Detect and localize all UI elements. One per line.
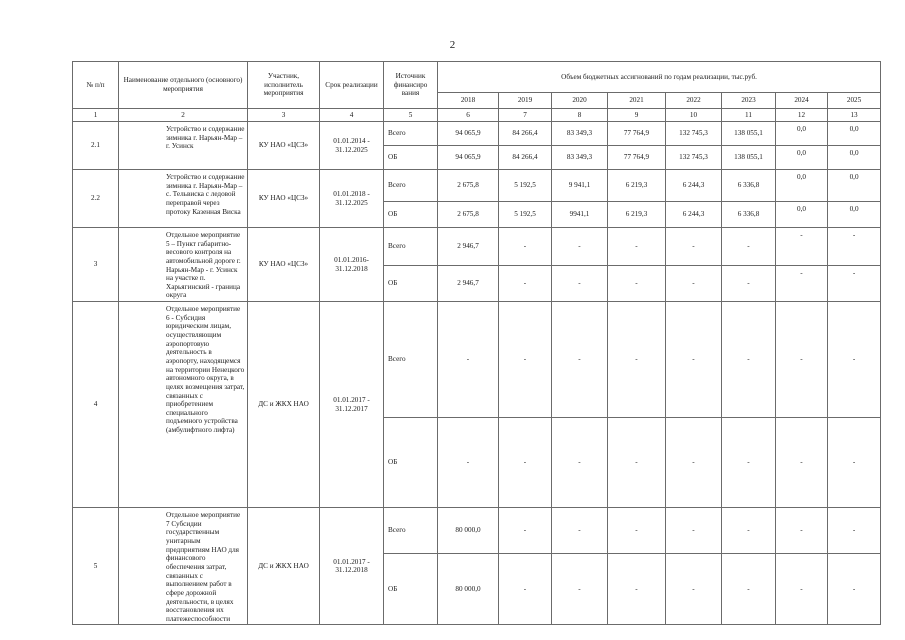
row-participant: ДС и ЖКХ НАО bbox=[248, 508, 320, 625]
row-period: 01.01.2014 - 31.12.2025 bbox=[320, 122, 384, 170]
row-value-cell: - bbox=[828, 302, 881, 418]
row-participant: КУ НАО «ЦСЗ» bbox=[248, 122, 320, 170]
row-funding-source: Всего bbox=[384, 228, 438, 266]
row-value-cell: 84 266,4 bbox=[499, 122, 552, 146]
row-value-cell: - bbox=[499, 302, 552, 418]
row-value-cell: 0,0 bbox=[776, 170, 828, 202]
page-number: 2 bbox=[449, 39, 456, 51]
row-event-name: Устройство и содержание зимника г. Нарьян-Мар – г. Усинск bbox=[119, 122, 248, 170]
row-value-cell: 94 065,9 bbox=[438, 146, 499, 170]
row-value-cell: - bbox=[776, 508, 828, 554]
row-value-cell: - bbox=[552, 554, 608, 625]
table-row bbox=[73, 228, 881, 266]
row-value-cell: - bbox=[552, 508, 608, 554]
column-number: 4 bbox=[320, 109, 384, 122]
row-number: 3 bbox=[73, 228, 119, 302]
row-funding-source: Всего bbox=[384, 122, 438, 146]
row-value-cell: - bbox=[499, 418, 552, 508]
row-value-cell: 0,0 bbox=[828, 202, 881, 228]
row-value-cell: 0,0 bbox=[828, 170, 881, 202]
row-value-cell: - bbox=[776, 418, 828, 508]
row-value-cell: - bbox=[722, 508, 776, 554]
row-participant: КУ НАО «ЦСЗ» bbox=[248, 170, 320, 228]
row-value-cell: 6 219,3 bbox=[608, 170, 666, 202]
row-value-cell: - bbox=[722, 266, 776, 302]
column-number: 9 bbox=[608, 109, 666, 122]
row-funding-source: ОБ bbox=[384, 554, 438, 625]
table-body bbox=[73, 122, 881, 625]
row-funding-source: Всего bbox=[384, 302, 438, 418]
row-number: 2.1 bbox=[73, 122, 119, 170]
header-num: № п/п bbox=[73, 62, 119, 109]
row-value-cell: 0,0 bbox=[776, 122, 828, 146]
row-value-cell: 77 764,9 bbox=[608, 122, 666, 146]
row-value-cell: 5 192,5 bbox=[499, 202, 552, 228]
column-number: 10 bbox=[666, 109, 722, 122]
row-value-cell: - bbox=[438, 418, 499, 508]
row-value-cell: - bbox=[608, 228, 666, 266]
header-year: 2023 bbox=[722, 93, 776, 109]
row-value-cell: - bbox=[666, 266, 722, 302]
row-value-cell: - bbox=[666, 418, 722, 508]
row-value-cell: - bbox=[552, 266, 608, 302]
row-value-cell: - bbox=[666, 228, 722, 266]
table-row bbox=[73, 170, 881, 202]
column-number: 3 bbox=[248, 109, 320, 122]
header-year: 2021 bbox=[608, 93, 666, 109]
row-value-cell: 0,0 bbox=[828, 146, 881, 170]
table-row bbox=[73, 122, 881, 146]
row-value-cell: 77 764,9 bbox=[608, 146, 666, 170]
row-value-cell: 5 192,5 bbox=[499, 170, 552, 202]
row-value-cell: - bbox=[608, 302, 666, 418]
row-funding-source: Всего bbox=[384, 508, 438, 554]
row-value-cell: 6 336,8 bbox=[722, 202, 776, 228]
column-number: 11 bbox=[722, 109, 776, 122]
column-number: 2 bbox=[119, 109, 248, 122]
row-value-cell: - bbox=[552, 228, 608, 266]
table-row bbox=[73, 302, 881, 418]
row-event-name: Отдельное мероприятие 7 Субсидии государственным унитарным предприятиям НАО для финансового обеспечения затрат, связанных с выполнением работ в сфере дорожной деятельности, в целях восстановления их платежеспособности bbox=[119, 508, 248, 625]
row-funding-source: ОБ bbox=[384, 266, 438, 302]
row-value-cell: - bbox=[722, 554, 776, 625]
row-period: 01.01.2017 - 31.12.2017 bbox=[320, 302, 384, 508]
header-source: Источник финансиро вания bbox=[384, 62, 438, 109]
row-value-cell: - bbox=[438, 302, 499, 418]
row-value-cell: - bbox=[828, 418, 881, 508]
row-funding-source: ОБ bbox=[384, 418, 438, 508]
row-value-cell: 2 946,7 bbox=[438, 228, 499, 266]
row-value-cell: - bbox=[828, 554, 881, 625]
row-value-cell: - bbox=[666, 302, 722, 418]
row-value-cell: 6 244,3 bbox=[666, 202, 722, 228]
budget-table bbox=[72, 61, 881, 625]
row-value-cell: - bbox=[499, 508, 552, 554]
row-value-cell: 2 946,7 bbox=[438, 266, 499, 302]
row-value-cell: 132 745,3 bbox=[666, 146, 722, 170]
row-value-cell: 132 745,3 bbox=[666, 122, 722, 146]
row-value-cell: - bbox=[608, 266, 666, 302]
row-period: 01.01.2016- 31.12.2018 bbox=[320, 228, 384, 302]
row-value-cell: - bbox=[828, 228, 881, 266]
column-number: 6 bbox=[438, 109, 499, 122]
row-value-cell: - bbox=[722, 418, 776, 508]
header-year: 2025 bbox=[828, 93, 881, 109]
row-value-cell: 2 675,8 bbox=[438, 202, 499, 228]
row-value-cell: - bbox=[552, 302, 608, 418]
row-period: 01.01.2017 - 31.12.2018 bbox=[320, 508, 384, 625]
row-event-name: Отдельное мероприятие 6 - Субсидия юридическим лицам, осуществляющим аэропортовую деятельность в аэропорту, находящемся на территории Ненецкого автономного округа, в целях возмещения затрат, связанных с приобретением специального подъемного устройства (амбулифтного лифта) bbox=[119, 302, 248, 508]
header-year: 2018 bbox=[438, 93, 499, 109]
row-value-cell: - bbox=[666, 508, 722, 554]
row-participant: ДС и ЖКХ НАО bbox=[248, 302, 320, 508]
column-number: 7 bbox=[499, 109, 552, 122]
row-participant: КУ НАО «ЦСЗ» bbox=[248, 228, 320, 302]
row-value-cell: - bbox=[776, 228, 828, 266]
row-value-cell: 80 000,0 bbox=[438, 554, 499, 625]
row-value-cell: - bbox=[828, 508, 881, 554]
row-value-cell: 6 244,3 bbox=[666, 170, 722, 202]
row-event-name: Отдельное мероприятие 5 – Пункт габаритно-весового контроля на автомобильной дороге г. Нарьян-Мар - г. Усинск на участке п. Харьягинский - граница округа bbox=[119, 228, 248, 302]
row-value-cell: - bbox=[608, 418, 666, 508]
header-period: Срок реализации bbox=[320, 62, 384, 109]
column-number: 5 bbox=[384, 109, 438, 122]
header-year: 2024 bbox=[776, 93, 828, 109]
header-year: 2019 bbox=[499, 93, 552, 109]
header-participant: Участник, исполнитель мероприятия bbox=[248, 62, 320, 109]
row-value-cell: - bbox=[828, 266, 881, 302]
row-number: 5 bbox=[73, 508, 119, 625]
row-value-cell: 84 266,4 bbox=[499, 146, 552, 170]
row-value-cell: - bbox=[499, 554, 552, 625]
row-funding-source: Всего bbox=[384, 170, 438, 202]
header-year: 2022 bbox=[666, 93, 722, 109]
header-volume: Объем бюджетных ассигнований по годам реализации, тыс.руб. bbox=[438, 62, 881, 93]
table-row bbox=[73, 508, 881, 554]
row-value-cell: 6 219,3 bbox=[608, 202, 666, 228]
row-value-cell: 0,0 bbox=[776, 202, 828, 228]
column-number: 12 bbox=[776, 109, 828, 122]
header-year: 2020 bbox=[552, 93, 608, 109]
row-value-cell: 138 055,1 bbox=[722, 146, 776, 170]
row-value-cell: - bbox=[666, 554, 722, 625]
header-name: Наименование отдельного (основного) мероприятия bbox=[119, 62, 248, 109]
row-value-cell: - bbox=[722, 302, 776, 418]
row-period: 01.01.2018 - 31.12.2025 bbox=[320, 170, 384, 228]
row-value-cell: - bbox=[608, 554, 666, 625]
row-funding-source: ОБ bbox=[384, 202, 438, 228]
row-value-cell: - bbox=[776, 302, 828, 418]
row-event-name: Устройство и содержание зимника г. Нарьян-Мар –с. Тельвиска с ледовой переправой через протоку Казенная Виска bbox=[119, 170, 248, 228]
row-value-cell: 138 055,1 bbox=[722, 122, 776, 146]
row-value-cell: 9941,1 bbox=[552, 202, 608, 228]
row-value-cell: 9 941,1 bbox=[552, 170, 608, 202]
row-value-cell: - bbox=[776, 554, 828, 625]
column-number: 1 bbox=[73, 109, 119, 122]
row-value-cell: 94 065,9 bbox=[438, 122, 499, 146]
row-value-cell: 80 000,0 bbox=[438, 508, 499, 554]
row-funding-source: ОБ bbox=[384, 146, 438, 170]
header-column-numbers-row bbox=[73, 109, 881, 122]
row-value-cell: - bbox=[499, 266, 552, 302]
row-value-cell: - bbox=[552, 418, 608, 508]
row-value-cell: - bbox=[499, 228, 552, 266]
row-number: 4 bbox=[73, 302, 119, 508]
row-value-cell: 0,0 bbox=[828, 122, 881, 146]
column-number: 8 bbox=[552, 109, 608, 122]
table-header bbox=[73, 62, 881, 122]
column-number: 13 bbox=[828, 109, 881, 122]
row-value-cell: 6 336,8 bbox=[722, 170, 776, 202]
row-value-cell: - bbox=[608, 508, 666, 554]
row-number: 2.2 bbox=[73, 170, 119, 228]
row-value-cell: - bbox=[722, 228, 776, 266]
row-value-cell: - bbox=[776, 266, 828, 302]
row-value-cell: 83 349,3 bbox=[552, 122, 608, 146]
row-value-cell: 83 349,3 bbox=[552, 146, 608, 170]
row-value-cell: 2 675,8 bbox=[438, 170, 499, 202]
row-value-cell: 0,0 bbox=[776, 146, 828, 170]
